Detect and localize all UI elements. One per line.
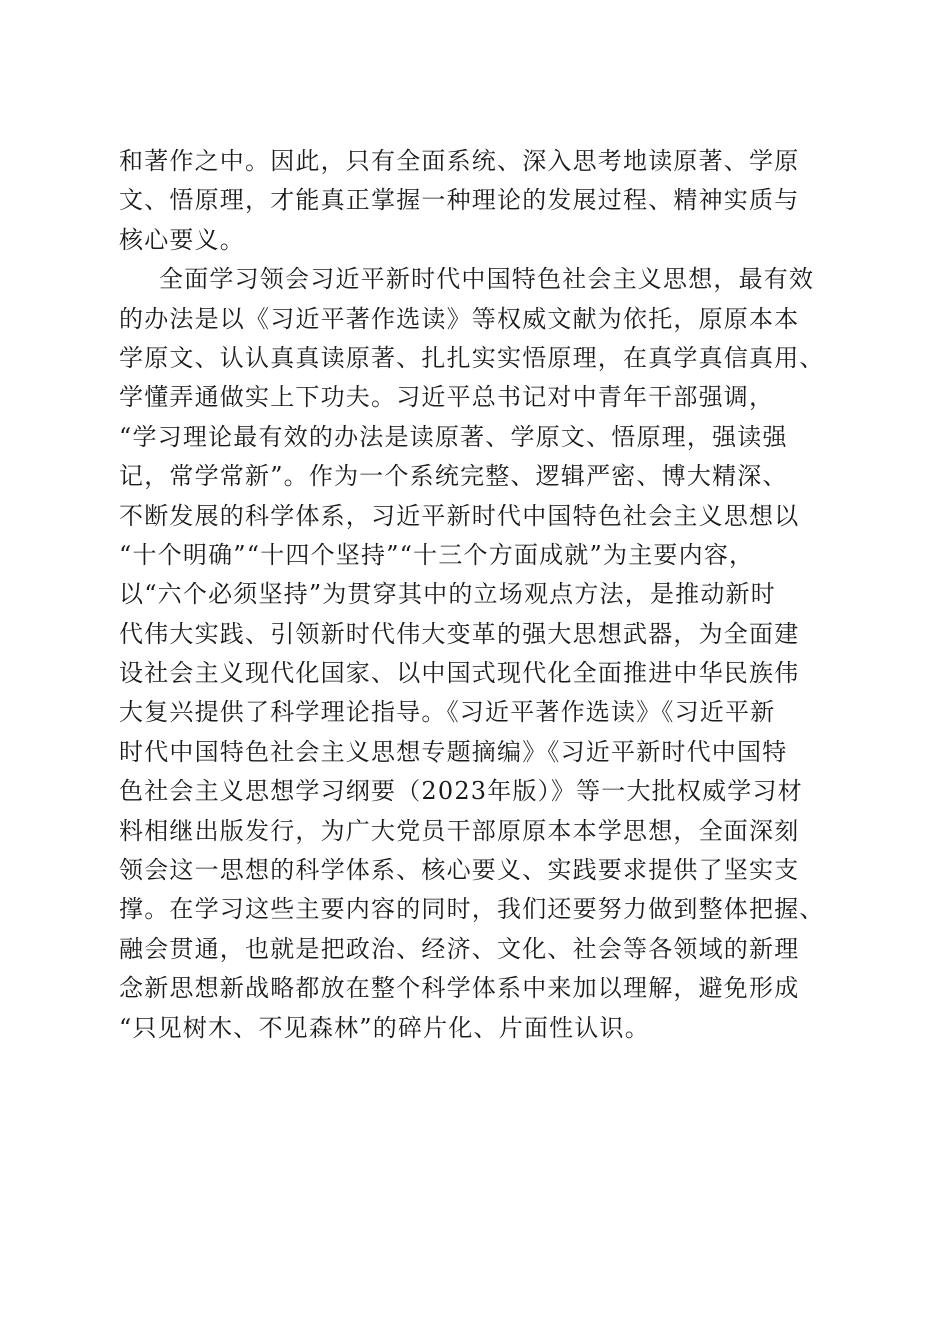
paragraph-line: 全面学习领会习近平新时代中国特色社会主义思想，最有效: [159, 265, 815, 294]
paragraph-line: 领会这一思想的科学体系、核心要义、实践要求提供了坚实支: [119, 856, 800, 885]
paragraph-line: 和著作之中。因此，只有全面系统、深入思考地读原著、学原: [119, 147, 800, 175]
paragraph-line: 记，常学常新”。作为一个系统完整、逻辑严密、博大精深、: [119, 462, 788, 491]
document-body: [119, 142, 839, 1048]
paragraph-line: 代伟大实践、引领新时代伟大变革的强大思想武器，为全面建: [119, 619, 800, 648]
paragraph-line: 核心要义。: [119, 225, 245, 254]
paragraph-line: 设社会主义现代化国家、以中国式现代化全面推进中华民族伟: [119, 659, 800, 688]
paragraph-line: 色社会主义思想学习纲要（2023年版）》等一大批权威学习材: [119, 777, 803, 806]
paragraph-line: 学原文、认认真真读原著、扎扎实实悟原理，在真学真信真用、: [119, 343, 825, 372]
paragraph-line: 的办法是以《习近平著作选读》等权威文献为依托，原原本本: [119, 304, 800, 333]
paragraph-line: 大复兴提供了科学理论指导。《习近平著作选读》《习近平新: [119, 698, 776, 727]
paragraph-1: [119, 142, 839, 260]
paragraph-line: 料相继出版发行，为广大党员干部原原本本学思想，全面深刻: [119, 816, 800, 845]
paragraph-line: 撑。在学习这些主要内容的同时，我们还要努力做到整体把握、: [119, 895, 825, 924]
paragraph-line: “学习理论最有效的办法是读原著、学原文、悟原理，强读强: [119, 422, 788, 451]
paragraph-2: [119, 260, 839, 1048]
paragraph-line: 学懂弄通做实上下功夫。习近平总书记对中青年干部强调，: [119, 383, 775, 412]
paragraph-line: 时代中国特色社会主义思想专题摘编》《习近平新时代中国特: [119, 737, 788, 766]
paragraph-line: 融会贯通，也就是把政治、经济、文化、社会等各领域的新理: [119, 934, 800, 963]
paragraph-line: 不断发展的科学体系，习近平新时代中国特色社会主义思想以: [119, 501, 800, 530]
paragraph-line: 念新思想新战略都放在整个科学体系中来加以理解，避免形成: [119, 974, 800, 1003]
paragraph-line: “十个明确”“十四个坚持”“十三个方面成就”为主要内容，: [119, 540, 755, 569]
paragraph-line: 文、悟原理，才能真正掌握一种理论的发展过程、精神实质与: [119, 186, 800, 215]
paragraph-line: 以“六个必须坚持”为贯穿其中的立场观点方法，是推动新时: [119, 580, 776, 609]
paragraph-line: “只见树木、不见森林”的碎片化、片面性认识。: [119, 1013, 650, 1042]
